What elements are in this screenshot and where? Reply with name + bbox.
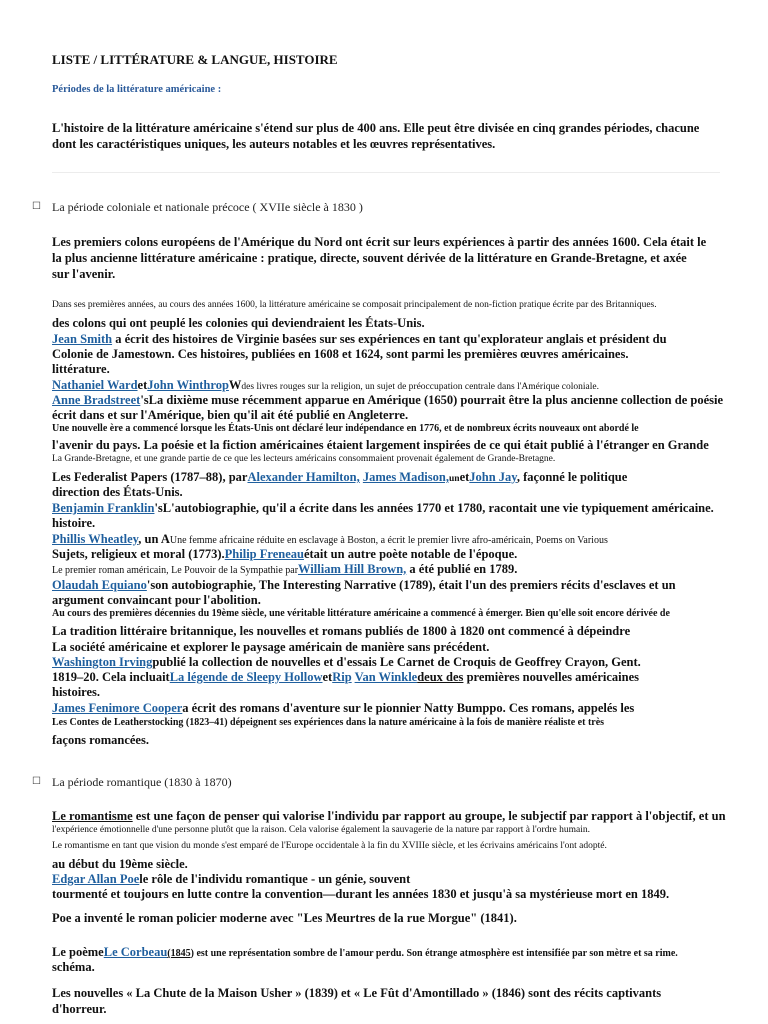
paragraph-line: Poe a inventé le roman policier moderne avec "Les Meurtres de la rue Morgue" (1841). bbox=[52, 911, 517, 925]
paragraph-line: Les nouvelles « La Chute de la Maison Usher » (1839) et « Le Fût d'Amontillado » (1846) sont des récits captivants bbox=[52, 986, 662, 1000]
page-subtitle: Périodes de la littérature américaine : bbox=[52, 84, 222, 95]
paragraph-line: schéma. bbox=[52, 960, 95, 974]
paragraph-line: Phillis Wheatley, un AUne femme africaine réduite en esclavage à Boston, a écrit le premier livre afro-américain, Poems on Various bbox=[52, 532, 608, 546]
link-john-jay[interactable]: John Jay bbox=[469, 470, 517, 484]
link-romantisme[interactable]: Le romantisme bbox=[52, 809, 133, 823]
paragraph-line: 1819–20. Cela incluaitLa légende de Sleepy HollowetRip Van Winkledeux des premières nouvelles américaines bbox=[52, 670, 639, 684]
paragraph-line: sur l'avenir. bbox=[52, 267, 116, 281]
page-title: LISTE / LITTÉRATURE & LANGUE, HISTOIRE bbox=[52, 52, 338, 67]
paragraph-line: Olaudah Equiano'son autobiographie, The Interesting Narrative (1789), était l'un des premiers récits d'esclaves et un bbox=[52, 578, 676, 592]
paragraph-line: direction des États-Unis. bbox=[52, 485, 183, 499]
checkbox-icon: ☐ bbox=[32, 201, 41, 212]
paragraph-line: Anne Bradstreet'sLa dixième muse récemment apparue en Amérique (1650) pourrait être la plus ancienne collection de poésie bbox=[52, 393, 723, 407]
paragraph-line: Dans ses premières années, au cours des années 1600, la littérature américaine se composait principalement de non-fiction pratique écrite par des Britanniques. bbox=[52, 300, 657, 310]
link-james-madison[interactable]: James Madison, bbox=[362, 470, 449, 484]
paragraph-line: James Fenimore Coopera écrit des romans d'aventure sur le pionnier Natty Bumppo. Ces romans, appelés les bbox=[52, 701, 635, 715]
link-le-corbeau[interactable]: Le Corbeau bbox=[103, 945, 168, 959]
link-van-winkle[interactable]: Van Winkle bbox=[354, 670, 418, 684]
paragraph-line: Au cours des premières décennies du 19ème siècle, une véritable littérature américaine a commencé à émerger. Bien qu'elle soit encore dérivée de bbox=[52, 608, 670, 619]
paragraph-line: Jean Smith a écrit des histoires de Virginie basées sur ses expériences en tant qu'explorateur anglais et président du bbox=[52, 332, 667, 346]
paragraph-line: La société américaine et explorer le paysage américain de manière sans précédent. bbox=[52, 640, 490, 654]
paragraph-line: écrit dans et sur l'Amérique, bien qu'il ait été publié en Angleterre. bbox=[52, 408, 409, 422]
paragraph-line: façons romancées. bbox=[52, 733, 149, 747]
paragraph-line: Les premiers colons européens de l'Amérique du Nord ont écrit sur leurs expériences à partir des années 1600. Cela était le bbox=[52, 235, 707, 249]
link-william-hill-brown[interactable]: William Hill Brown, bbox=[298, 562, 407, 576]
link-sleepy-hollow[interactable]: La légende de Sleepy Hollow bbox=[169, 670, 323, 684]
link-anne-bradstreet[interactable]: Anne Bradstreet bbox=[52, 393, 141, 407]
paragraph-line: Washington Irvingpublié la collection de nouvelles et d'essais Le Carnet de Croquis de Geoffrey Crayon, Gent. bbox=[52, 655, 641, 669]
paragraph-line: Les Federalist Papers (1787–88), parAlexander Hamilton, James Madison,unetJohn Jay, façonné le politique bbox=[52, 470, 628, 484]
paragraph-line: La Grande-Bretagne, et une grande partie de ce que les lecteurs américains consommaient provenait également de Grande-Bretagne. bbox=[52, 454, 556, 464]
intro-line: L'histoire de la littérature américaine s'étend sur plus de 400 ans. Elle peut être divisée en cinq grandes périodes, chacune bbox=[52, 121, 700, 135]
section-heading-colonial bbox=[32, 200, 363, 215]
paragraph-line: Colonie de Jamestown. Ces histoires, publiées en 1608 et 1624, sont parmi les premières œuvres américaines. bbox=[52, 347, 629, 361]
link-rip[interactable]: Rip bbox=[332, 670, 352, 684]
paragraph-line: tourmenté et toujours en lutte contre la convention—durant les années 1830 et jusqu'à sa mystérieuse mort en 1849. bbox=[52, 887, 670, 901]
paragraph-line: La tradition littéraire britannique, les nouvelles et romans publiés de 1800 à 1820 ont commencé à dépeindre bbox=[52, 624, 631, 638]
link-nathaniel-ward[interactable]: Nathaniel Ward bbox=[52, 378, 138, 392]
paragraph-line: la plus ancienne littérature américaine : pratique, directe, souvent dérivée de la littérature en Grande-Bretagne, et axée bbox=[52, 251, 687, 265]
paragraph-line: Edgar Allan Poele rôle de l'individu romantique - un génie, souvent bbox=[52, 872, 411, 886]
link-alexander-hamilton[interactable]: Alexander Hamilton, bbox=[247, 470, 360, 484]
divider bbox=[52, 172, 720, 173]
paragraph-line: Une nouvelle ère a commencé lorsque les États-Unis ont déclaré leur indépendance en 1776, et de nombreux écrits nouveaux ont abordé le bbox=[52, 423, 639, 434]
link-john-winthrop[interactable]: John Winthrop bbox=[147, 378, 229, 392]
paragraph-line: l'avenir du pays. La poésie et la fiction américaines étaient largement inspirées de ce qui était publié à l'étranger en Grande bbox=[52, 438, 709, 452]
paragraph-line: Les Contes de Leatherstocking (1823–41) dépeignent ses expériences dans la nature américaine à la fois de manière réaliste et très bbox=[52, 717, 605, 728]
paragraph-line: au début du 19ème siècle. bbox=[52, 857, 188, 871]
checkbox-icon: ☐ bbox=[32, 776, 41, 787]
paragraph-line: des colons qui ont peuplé les colonies qui deviendraient les États-Unis. bbox=[52, 316, 425, 330]
paragraph-line: d'horreur. bbox=[52, 1002, 107, 1016]
paragraph-line: Nathaniel WardetJohn WinthropWdes livres rouges sur la religion, un sujet de préoccupation centrale dans l'Amérique coloniale. bbox=[52, 378, 599, 392]
paragraph-line: Le romantisme est une façon de penser qui valorise l'individu par rapport au groupe, le subjectif par rapport à l'objectif, et un bbox=[52, 809, 726, 823]
link-james-fenimore-cooper[interactable]: James Fenimore Cooper bbox=[52, 701, 183, 715]
paragraph-line: Benjamin Franklin'sL'autobiographie, qu'il a écrite dans les années 1770 et 1780, racontait une vie typiquement américaine. bbox=[52, 501, 714, 515]
link-olaudah-equiano[interactable]: Olaudah Equiano bbox=[52, 578, 147, 592]
paragraph-line: Le romantisme en tant que vision du monde s'est emparé de l'Europe occidentale à la fin du XVIIIe siècle, et les écrivains américains l'ont adopté. bbox=[52, 841, 607, 851]
paragraph-line: histoires. bbox=[52, 685, 101, 699]
link-benjamin-franklin[interactable]: Benjamin Franklin bbox=[52, 501, 155, 515]
intro-line: dont les caractéristiques uniques, les auteurs notables et les œuvres représentatives. bbox=[52, 137, 496, 151]
paragraph-line: Sujets, religieux et moral (1773).Philip Freneauétait un autre poète notable de l'époque. bbox=[52, 547, 518, 561]
paragraph-line: Le premier roman américain, Le Pouvoir de la Sympathie parWilliam Hill Brown, a été publié en 1789. bbox=[52, 562, 518, 576]
paragraph-line: l'expérience émotionnelle d'une personne plutôt que la raison. Cela valorise également la sauvagerie de la nature par rapport à l'ordre humain. bbox=[52, 825, 590, 835]
link-jean-smith[interactable]: Jean Smith bbox=[52, 332, 113, 346]
paragraph-line: argument convaincant pour l'abolition. bbox=[52, 593, 261, 607]
link-phillis-wheatley[interactable]: Phillis Wheatley bbox=[52, 532, 139, 546]
paragraph-line: Le poèmeLe Corbeau(1845) est une représentation sombre de l'amour perdu. Son étrange atmosphère est intensifiée par son mètre et sa rime. bbox=[52, 945, 678, 959]
section-heading-text: La période romantique (1830 à 1870) bbox=[52, 775, 232, 789]
paragraph-line: littérature. bbox=[52, 362, 110, 376]
link-washington-irving[interactable]: Washington Irving bbox=[52, 655, 153, 669]
section-heading-romantic bbox=[32, 775, 232, 790]
link-edgar-allan-poe[interactable]: Edgar Allan Poe bbox=[52, 872, 140, 886]
section-heading-text: La période coloniale et nationale précoce ( XVIIe siècle à 1830 ) bbox=[52, 200, 363, 214]
paragraph-line: histoire. bbox=[52, 516, 96, 530]
link-philip-freneau[interactable]: Philip Freneau bbox=[224, 547, 304, 561]
